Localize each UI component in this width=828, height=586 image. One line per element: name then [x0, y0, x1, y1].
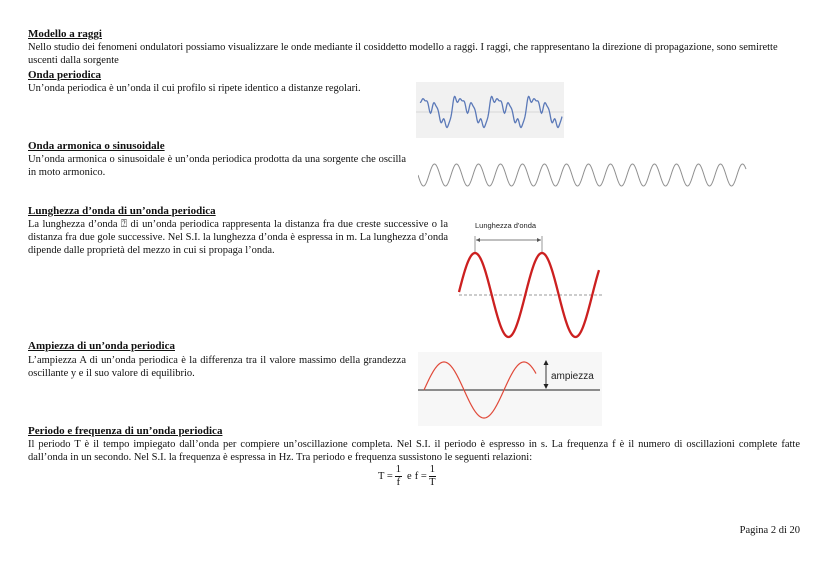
- wavelength-arrowhead-left: [476, 238, 480, 242]
- section-body-lunghezza: La lunghezza d’onda ⍰ di un’onda periodica rappresenta la distanza fra due creste successive o la distanza fra due gole successive. Nel S.I. la lunghezza d’onda è espressa in m. La lunghezza d’onda dipende dalle proprietà del mezzo in cui si propaga l’onda.: [28, 219, 448, 256]
- section-title-periodica: Onda periodica: [28, 69, 102, 81]
- amplitude-background: [418, 352, 602, 426]
- section-body-periodo: Il periodo T è il tempo impiegato dall’onda per compiere un’oscillazione completa. Nel S.I. il periodo è espresso in s. La frequenza f è il numero di oscillazioni complete fatte dall’onda in un secondo. Nel S.I. la frequenza è espressa in Hz. Tra periodo e frequenza sussistono le seguenti relazioni:: [28, 439, 800, 463]
- sinusoidal-wave: [418, 164, 746, 186]
- amplitude-figure: [418, 352, 602, 426]
- period-frequency-formula: [378, 464, 438, 489]
- section-body-armonica: Un’onda armonica o sinusoidale è un’onda periodica prodotta da una sorgente che oscilla in moto armonico.: [28, 154, 406, 178]
- formula-t-numerator: 1: [395, 464, 402, 475]
- formula-fraction-f: [429, 464, 436, 489]
- formula-connector: e: [407, 471, 412, 482]
- section-title-periodo: Periodo e frequenza di un’onda periodica: [28, 425, 223, 437]
- periodic-wave-figure: [416, 82, 564, 138]
- page-number: Pagina 2 di 20: [739, 525, 800, 536]
- formula-t-denominator: f: [396, 477, 401, 488]
- amplitude-label: ampiezza: [551, 371, 594, 382]
- sinusoidal-wave-figure: [418, 158, 748, 192]
- wavelength-arrowhead-right: [537, 238, 541, 242]
- formula-t-lhs: T =: [378, 471, 393, 482]
- section-title-raggi: Modello a raggi: [28, 28, 102, 40]
- section-body-raggi: Nello studio dei fenomeni ondulatori possiamo visualizzare le onde mediante il cosiddetto modello a raggi. I raggi, che rappresentano la direzione di propagazione, sono semirette uscenti dalla sorgente: [28, 42, 778, 66]
- section-title-ampiezza: Ampiezza di un’onda periodica: [28, 340, 175, 352]
- section-body-ampiezza: L’ampiezza A di un’onda periodica è la differenza tra il valore massimo della grandezza oscillante y e il suo valore di equilibrio.: [28, 355, 406, 379]
- formula-fraction-t: [395, 464, 402, 489]
- wavelength-figure: [455, 218, 605, 346]
- formula-f-numerator: 1: [429, 464, 435, 475]
- section-body-periodica: Un’onda periodica è un’onda il cui profilo si ripete identico a distanze regolari.: [28, 83, 361, 94]
- wavelength-label: Lunghezza d'onda: [475, 221, 537, 230]
- formula-f-lhs: f =: [414, 471, 427, 482]
- section-title-lunghezza: Lunghezza d’onda di un’onda periodica: [28, 205, 216, 217]
- formula-f-denominator: T: [429, 477, 436, 488]
- section-title-armonica: Onda armonica o sinusoidale: [28, 140, 165, 152]
